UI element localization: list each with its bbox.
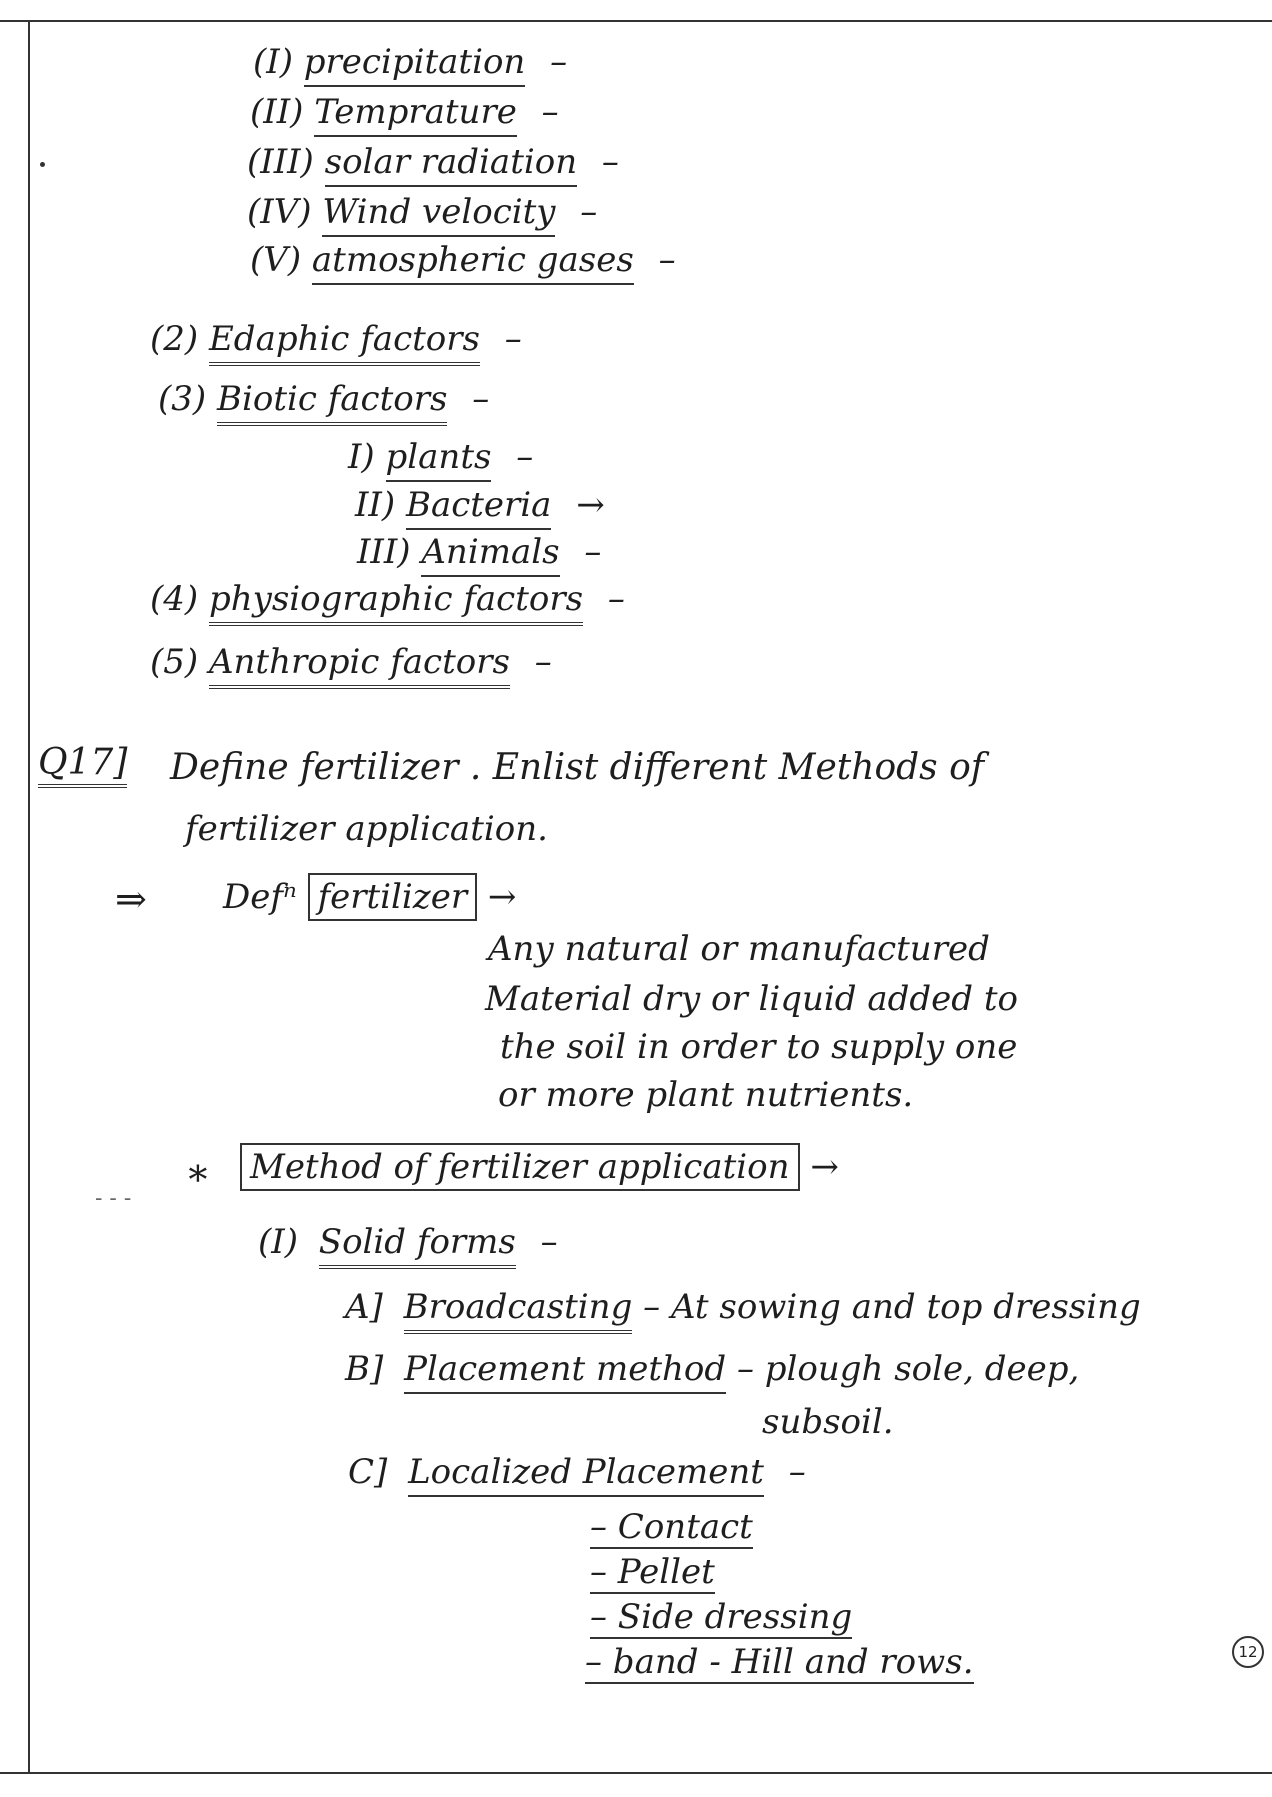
solid-dash: – (540, 1222, 558, 1262)
solid-forms (258, 1222, 558, 1262)
item-number: III) (357, 532, 411, 572)
method-dash: – (788, 1452, 806, 1492)
methods-heading (240, 1147, 839, 1187)
methods-title: Method of fertilizer application (240, 1143, 800, 1191)
method-number: A] (345, 1287, 383, 1327)
definition-line: the soil in order to supply one (500, 1027, 1018, 1067)
question-line-1: Define fertilizer . Enlist different Methods of (170, 747, 985, 788)
biotic-item (357, 532, 602, 572)
page-border-bottom (0, 1772, 1272, 1774)
page-number: 12 (1232, 1636, 1264, 1668)
definition-label (223, 877, 517, 917)
item-number: (II) (250, 92, 304, 132)
item-dash: – (580, 192, 598, 232)
definition-abbrev: Defⁿ (223, 877, 297, 917)
definition-line: Material dry or liquid added to (485, 979, 1018, 1019)
factor-dash: – (504, 319, 522, 359)
ink-dot (40, 162, 45, 167)
placement-sub-item: – Pellet (590, 1552, 715, 1592)
solid-label: Solid forms (319, 1222, 516, 1269)
biotic-item (355, 485, 605, 525)
item-dash: – (541, 92, 559, 132)
factor-number: (5) (150, 642, 199, 682)
item-label: Temprature (314, 92, 517, 137)
item-label: Bacteria (406, 485, 551, 530)
factor-physiographic (150, 579, 625, 619)
factor-label: Edaphic factors (209, 319, 480, 366)
question-line-2: fertilizer application. (185, 809, 548, 849)
biotic-item (348, 437, 534, 477)
method-detail: – At sowing and top dressing (643, 1287, 1141, 1327)
factor-dash: – (607, 579, 625, 619)
placement-sub-item: – band - Hill and rows. (585, 1642, 974, 1682)
method-item (348, 1452, 806, 1492)
factor-label: Anthropic factors (209, 642, 510, 689)
climatic-item (250, 92, 559, 132)
question-number: Q17] (38, 745, 127, 788)
item-number: (V) (250, 240, 302, 280)
factor-biotic (158, 379, 490, 419)
definition-line: or more plant nutrients. (498, 1075, 914, 1115)
factor-edaphic (150, 319, 522, 359)
factor-anthropic (150, 642, 552, 682)
factor-dash: – (472, 379, 490, 419)
item-dash: – (584, 532, 602, 572)
page-margin-line (28, 20, 30, 1772)
item-dash: – (516, 437, 534, 477)
item-number: (III) (247, 142, 314, 182)
method-label: Placement method (404, 1349, 726, 1394)
methods-arrow-icon: → (810, 1147, 839, 1187)
stray-marks: - - - (95, 1186, 132, 1211)
placement-sub-item: – Side dressing (590, 1597, 853, 1637)
factor-number: (2) (150, 319, 199, 359)
method-label: Broadcasting (404, 1287, 633, 1334)
item-number: (IV) (247, 192, 312, 232)
placement-sub-item: – Contact (590, 1507, 753, 1547)
item-dash: – (601, 142, 619, 182)
method-detail-continued: subsoil. (762, 1402, 894, 1442)
method-number: C] (348, 1452, 388, 1492)
factor-label: physiographic factors (209, 579, 583, 626)
item-dash: – (550, 42, 568, 82)
climatic-item (247, 142, 619, 182)
item-label: plants (386, 437, 492, 482)
item-label: Wind velocity (322, 192, 555, 237)
item-label: solar radiation (325, 142, 577, 187)
climatic-item (247, 192, 598, 232)
item-number: (I) (253, 42, 293, 82)
method-detail: – plough sole, deep, (736, 1349, 1080, 1389)
item-label: precipitation (304, 42, 526, 87)
method-item (345, 1349, 1080, 1389)
method-number: B] (345, 1349, 384, 1389)
item-label: Animals (421, 532, 559, 577)
solid-number: (I) (258, 1222, 298, 1262)
definition-term: fertilizer (308, 873, 478, 921)
method-label: Localized Placement (408, 1452, 764, 1497)
method-item (345, 1287, 1141, 1327)
item-number: I) (348, 437, 375, 477)
item-dash: → (576, 485, 605, 525)
implies-arrow-icon: ⇒ (115, 877, 147, 921)
page-border-top (0, 20, 1272, 22)
asterisk-icon: ∗ (185, 1150, 211, 1194)
factor-number: (3) (158, 379, 207, 419)
factor-dash: – (534, 642, 552, 682)
item-number: II) (355, 485, 396, 525)
factor-label: Biotic factors (217, 379, 447, 426)
climatic-item (253, 42, 568, 82)
item-dash: – (658, 240, 676, 280)
definition-arrow-icon: → (487, 877, 517, 917)
factor-number: (4) (150, 579, 199, 619)
definition-line: Any natural or manufactured (488, 929, 990, 969)
climatic-item (250, 240, 676, 280)
item-label: atmospheric gases (312, 240, 634, 285)
